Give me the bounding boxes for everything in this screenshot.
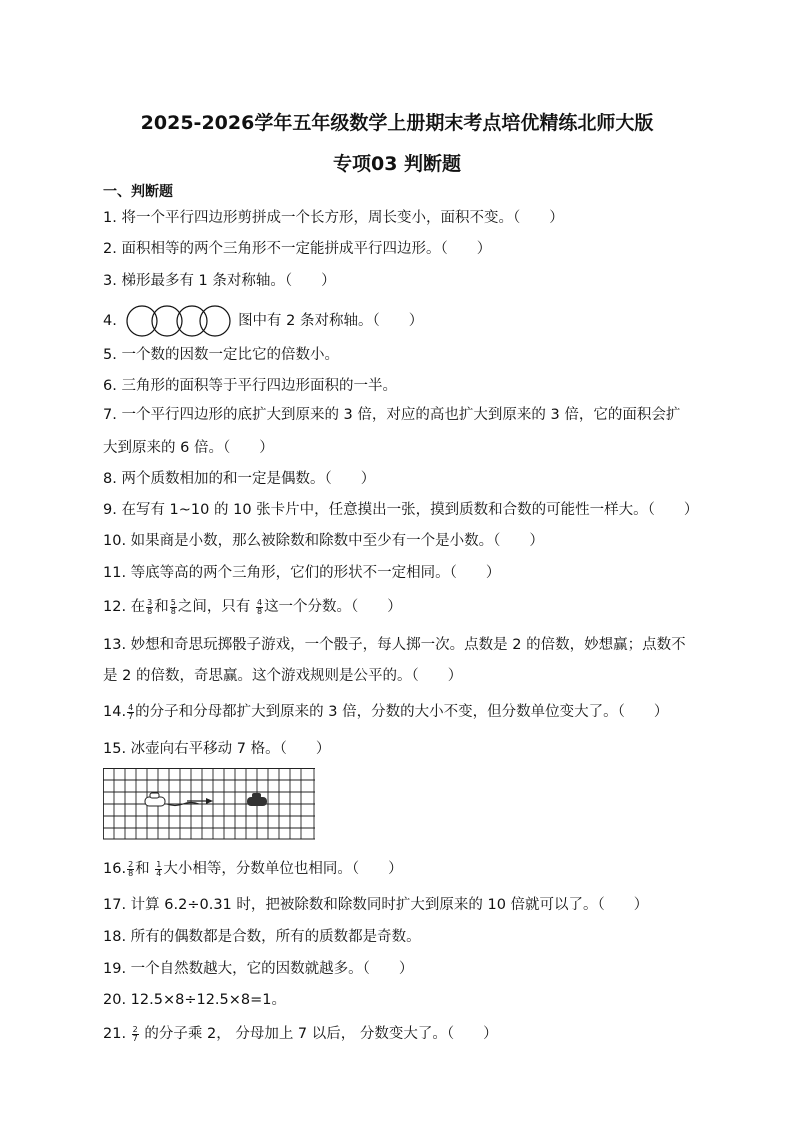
fraction-2-8: $\frac{2}{8}$ — [128, 859, 134, 878]
fraction-4-8: $\frac{4}{8}$ — [256, 597, 263, 616]
question-21 — [103, 1022, 498, 1043]
question-7-line-2: 大到原来的 6 倍。（ ） — [103, 440, 274, 456]
question-19: 19. 一个自然数越大，它的因数就越多。（ ） — [103, 961, 414, 977]
question-15: 15. 冰壶向右平移动 7 格。（ ） — [103, 741, 331, 757]
question-10: 10. 如果商是小数，那么被除数和除数中至少有一个是小数。（ ） — [103, 533, 544, 549]
four-circles-figure — [125, 305, 233, 337]
question-21-text: 的分子乘 2， 分母加上 7 以后， 分数变大了。（ ） — [144, 1026, 498, 1042]
question-1: 1. 将一个平行四边形剪拼成一个长方形，周长变小，面积不变。（ ） — [103, 210, 564, 226]
question-16-number: 16. — [103, 861, 127, 877]
question-12-part-c: 之间，只有 — [177, 599, 251, 615]
question-7-line-1: 7. 一个平行四边形的底扩大到原来的 3 倍，对应的高也扩大到原来的 3 倍，它的面积会扩 — [103, 407, 681, 423]
question-9: 9. 在写有 1~10 的 10 张卡片中，任意摸出一张，摸到质数和合数的可能性一样大。（ ） — [103, 502, 699, 518]
question-17: 17. 计算 6.2÷0.31 时，把被除数和除数同时扩大到原来的 10 倍就可以了。（ ） — [103, 897, 649, 913]
question-12 — [103, 595, 402, 616]
curling-stone-solid-icon — [247, 793, 267, 806]
question-14 — [103, 700, 668, 721]
fraction-5-8: $\frac{5}{8}$ — [170, 597, 176, 616]
question-16 — [103, 857, 403, 878]
question-14-text: 的分子和分母都扩大到原来的 3 倍，分数的大小不变，但分数单位变大了。（ ） — [135, 704, 669, 720]
question-2: 2. 面积相等的两个三角形不一定能拼成平行四边形。（ ） — [103, 241, 492, 257]
question-21-number: 21. — [103, 1026, 127, 1042]
question-6: 6. 三角形的面积等于平行四边形面积的一半。 — [103, 378, 397, 394]
question-13-line-2: 是 2 的倍数，奇思赢。这个游戏规则是公平的。（ ） — [103, 668, 463, 684]
question-14-number: 14. — [103, 704, 127, 720]
question-16-and: 和 — [135, 861, 150, 877]
question-20: 20. 12.5×8÷12.5×8=1。 — [103, 992, 287, 1008]
curling-grid-figure — [103, 768, 317, 840]
section-heading: 一、判断题 — [103, 184, 173, 200]
page-title: 2025-2026学年五年级数学上册期末考点培优精练北师大版 — [140, 112, 654, 134]
question-18: 18. 所有的偶数都是合数，所有的质数都是奇数。 — [103, 929, 421, 945]
fraction-2-7: $\frac{2}{7}$ — [132, 1024, 138, 1043]
question-3: 3. 梯形最多有 1 条对称轴。（ ） — [103, 273, 336, 289]
question-12-part-b: 和 — [154, 599, 169, 615]
page-subtitle: 专项03 判断题 — [332, 153, 462, 175]
question-12-part-d: 这一个分数。（ ） — [264, 599, 402, 615]
fraction-3-8: $\frac{3}{8}$ — [147, 597, 153, 616]
fraction-4-7: $\frac{4}{7}$ — [128, 702, 134, 721]
question-4-text: 图中有 2 条对称轴。（ ） — [238, 313, 424, 329]
fraction-1-4: $\frac{1}{4}$ — [156, 859, 162, 878]
question-5: 5. 一个数的因数一定比它的倍数小。 — [103, 347, 339, 363]
question-4-number: 4. — [103, 313, 117, 329]
question-8: 8. 两个质数相加的和一定是偶数。（ ） — [103, 471, 376, 487]
question-4 — [103, 305, 423, 337]
question-16-text: 大小相等，分数单位也相同。（ ） — [163, 861, 403, 877]
question-12-part-a: 12. 在 — [103, 599, 146, 615]
question-11: 11. 等底等高的两个三角形，它们的形状不一定相同。（ ） — [103, 565, 501, 581]
question-13-line-1: 13. 妙想和奇思玩掷骰子游戏，一个骰子，每人掷一次。点数是 2 的倍数，妙想赢；点数不 — [103, 637, 686, 653]
curling-stone-outline-icon — [145, 793, 165, 806]
